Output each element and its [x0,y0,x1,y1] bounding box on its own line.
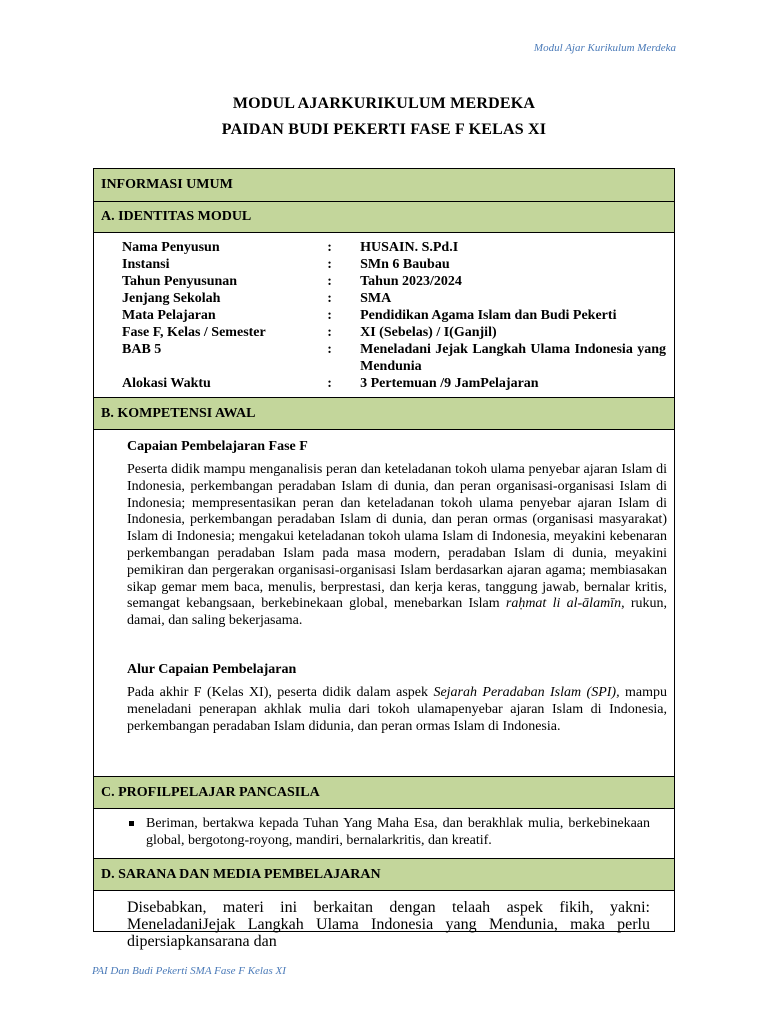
document-subtitle: PAIDAN BUDI PEKERTI FASE F KELAS XI [221,121,547,138]
capaian-heading: Capaian Pembelajaran Fase F [127,439,308,454]
identitas-colon: : [327,291,332,306]
running-header: Modul Ajar Kurikulum Merdeka [533,42,676,54]
identitas-value: HUSAIN. S.Pd.I [360,240,459,255]
alur-heading: Alur Capaian Pembelajaran [127,661,297,677]
identitas-colon: : [327,342,332,357]
identitas-label: BAB 5 [122,342,162,357]
identitas-colon: : [327,325,332,340]
identitas-row [122,307,666,324]
profil-item: Beriman, bertakwa kepada Tuhan Yang Maha Esa, dan berakhlak mulia, berkebinekaan global, bergotong-royong, mandiri, bernalarkritis, dan kreatif. [146,815,650,849]
identitas-label: Fase F, Kelas / Semester [122,325,266,340]
identitas-value: Pendidikan Agama Islam dan Budi Pekerti [360,308,617,323]
section-sarana-media: D. SARANA DAN MEDIA PEMBELAJARAN [94,859,674,891]
identitas-value: XI (Sebelas) / I(Ganjil) [360,325,497,340]
identitas-colon: : [327,308,332,323]
identitas-value: SMA [360,291,392,306]
document-title: MODUL AJARKURIKULUM MERDEKA [232,95,536,112]
identitas-value: Meneladani Jejak Langkah Ulama Indonesia yang Mendunia [360,342,666,374]
identitas-colon: : [327,274,332,289]
identitas-value: SMn 6 Baubau [360,257,450,272]
profil-block [94,809,674,859]
section-profil-pelajar-pancasila: C. PROFILPELAJAR PANCASILA [94,777,674,809]
identitas-row [122,256,666,273]
identitas-label: Tahun Penyusunan [122,274,238,289]
section-informasi-umum: INFORMASI UMUM [94,169,674,202]
identitas-colon: : [327,376,332,391]
identitas-label: Mata Pelajaran [122,308,216,323]
identitas-label: Alokasi Waktu [122,376,211,391]
identitas-row [122,239,666,256]
square-bullet-icon [129,821,134,826]
sarana-paragraph: Disebabkan, materi ini berkaitan dengan telaah aspek fikih, yakni: MeneladaniJejak Langkah Ulama Indonesia yang Mendunia, maka perlu dipersiapkansarana dan [127,899,650,950]
identitas-row [122,273,666,290]
section-kompetensi-awal: B. KOMPETENSI AWAL [94,398,674,430]
module-info-table [93,168,675,950]
identitas-row [122,375,666,392]
identitas-row [122,324,666,341]
identitas-label: Instansi [122,257,170,272]
kompetensi-block [94,430,674,777]
identitas-label: Nama Penyusun [122,240,220,255]
identitas-block [94,233,674,398]
section-identitas-modul: A. IDENTITAS MODUL [94,202,674,233]
alur-paragraph: Pada akhir F (Kelas XI), peserta didik dalam aspek Sejarah Peradaban Islam (SPI), mampu meneladani penerapan akhlak mulia dari tokoh ulamapenyebar ajaran Islam di Indonesia, perkembangan peradaban Islam didunia, dan peran ormas Islam di Indonesia. [127,684,667,734]
identitas-value: 3 Pertemuan /9 JamPelajaran [360,376,539,391]
identitas-value: Tahun 2023/2024 [360,274,462,289]
profil-list [127,815,650,849]
running-footer: PAI Dan Budi Pekerti SMA Fase F Kelas XI [92,965,286,977]
identitas-colon: : [327,257,332,272]
identitas-label: Jenjang Sekolah [122,291,221,306]
identitas-row [122,341,666,375]
capaian-paragraph: Peserta didik mampu menganalisis peran dan keteladanan tokoh ulama penyebar ajaran Islam di Indonesia, perkembangan peradaban Islam di dunia, dan peran organisasi-organisasi Islam di Indonesia; mempresentasikan peran dan keteladanan tokoh ulama penyebar ajaran Islam di Indonesia, perkembangan peradaban Islam di dunia, dan peran ormas (organisasi masyarakat) Islam di Indonesia; mengakui keteladanan tokoh ulama Islam di Indonesia, meyakini kebenaran perkembangan peradaban Islam pada masa modern, peradaban Islam di dunia, meyakini pemikiran dan pergerakan organisasi-organisasi Islam berdasarkan ajaran agama; membiasakan sikap gemar mem baca, menulis, berprestasi, dan kerja keras, tanggung jawab, bernalar kritis, semangat kebangsaan, berkebinekaan global, menebarkan Islam raḥmat li al-ālamīn, rukun, damai, dan saling bekerjasama. [127,462,668,629]
identitas-row [122,290,666,307]
identitas-colon: : [327,240,332,255]
